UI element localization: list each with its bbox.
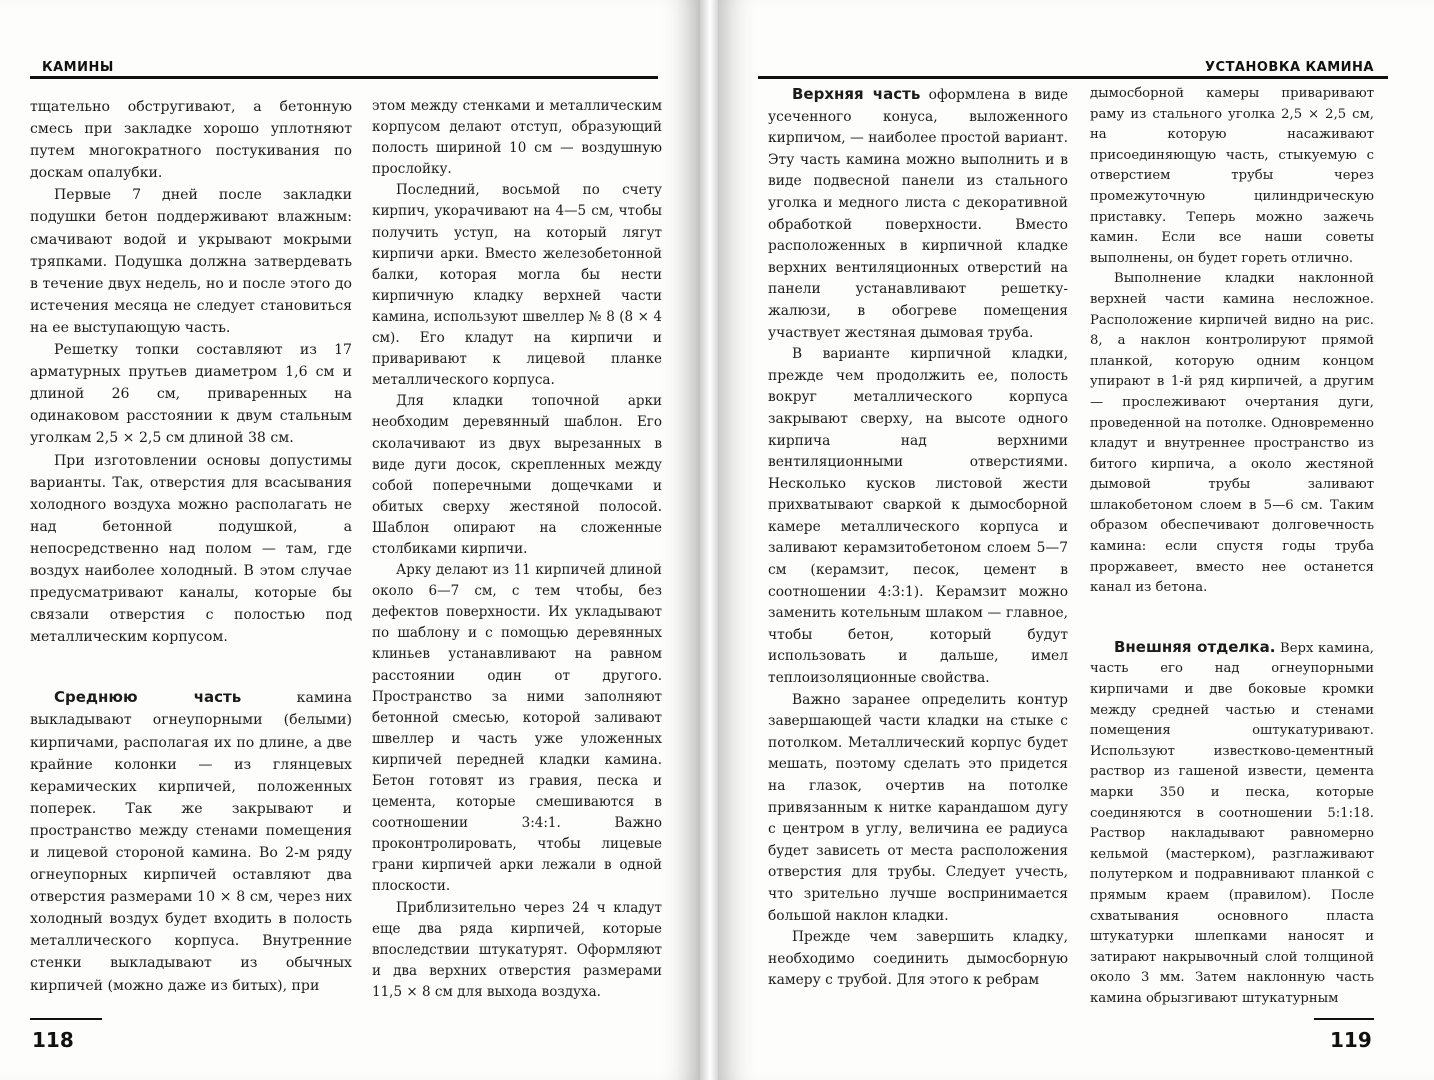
paragraph: тщательно обстругивают, а бетонную смесь при закладке хорошо уплотняют путем многократного постукивания по доскам опалубки. <box>30 99 352 182</box>
paragraph: Решетку топки составляют из 17 арматурных прутьев диаметром 1,6 см и длиной 26 см, приваренных на одинаковом расстоянии к двум стальным уголкам 2,5 × 2,5 см длиной 38 см. <box>30 342 352 447</box>
page-number-right: 119 <box>1330 1028 1372 1052</box>
right-page <box>718 0 1434 1080</box>
paragraph: Последний, восьмой по счету кирпич, укорачивают на 4—5 см, чтобы получить уступ, на который лягут кирпичи арки. Вместо железобетонной балки, которая могла бы нести кирпичную кладку верхней части камина, используют швеллер № 8 (8 × 4 см). Его кладут на кирпичи и приваривают к лицевой планке металлического корпуса. <box>372 182 662 389</box>
footer-rule-right <box>1314 1018 1374 1020</box>
lead-heading: Среднюю часть <box>54 688 242 707</box>
paragraph <box>768 84 1068 344</box>
left-column-2 <box>372 96 662 1003</box>
lead-heading: Верхняя часть <box>792 85 921 103</box>
paragraph: Для кладки топочной арки необходим деревянный шаблон. Его сколачивают из двух вырезанных в виде дуги досок, скрепленных между собой поперечными дощечками и обитых сверху жестяной полосой. Шаблон опирают на сложенные столбиками кирпичи. <box>372 393 662 557</box>
paragraph: При изготовлении основы допустимы варианты. Так, отверстия для всасывания холодного воздуха можно располагать не над бетонной подушкой, а непосредственно над полом — там, где воздух наиболее холодный. В этом случае предусматривают каналы, которые бы связали отверстия с полостью под металлическим корпусом. <box>30 452 352 646</box>
paragraph: Первые 7 дней после закладки подушки бетон поддерживают влажным: смачивают водой и укрывают мокрыми тряпками. Подушка должна затвердевать в течение двух недель, но и после этого до истечения месяца не следует становиться на ее выступающую часть. <box>30 187 352 336</box>
left-page <box>0 0 700 1080</box>
paragraph <box>1090 637 1374 1010</box>
left-column-1 <box>30 96 352 997</box>
paragraph: этом между стенками и металлическим корпусом делают отступ, образующий полость шириной 10 см — воздушную прослойку. <box>372 98 662 178</box>
footer-rule-left <box>30 1018 102 1020</box>
paragraph-text: камина выкладывают огнеупорными (белыми) кирпичами, располагая их по длине, а две крайние колонки — из глянцевых керамических кирпичей, положенных поперек. Так же закрывают и пространство между стенами помещения и лицевой стороной камина. Во 2-м ряду огнеупорных кирпичей оставляют два отверстия размерами 10 × 8 см, через них холодный воздух будет входить в полость металлического корпуса. Внутренние стенки выкладывают из обычных кирпичей (можно даже из битых), при <box>30 690 352 994</box>
paragraph-text: Верх камина, часть его над огнеупорными кирпичами и две боковые кромки между средней частью и стенами помещения оштукатуривают. Используют известково-цементный раствор из гашеной извести, цемента марки 350 и песка, которые соединяются в соотношении 5:1:18. Раствор накладывают равномерно кельмой (мастерком), разглаживают полутерком и подравнивают планкой с прямым краем (правилом). После схватывания основного пласта штукатурки шлепками наносят и затирают накрывочный слой толщиной около 3 мм. Затем наклонную часть камина обрызгивают штукатурным <box>1090 640 1374 1006</box>
right-column-1 <box>768 84 1068 992</box>
paragraph: Приблизительно через 24 ч кладут еще два ряда кирпичей, которые впоследствии штукатурят. Оформляют и два верхних отверстия размерами 11,5 × 8 см для выхода воздуха. <box>372 899 662 1000</box>
header-rule-left <box>30 76 658 79</box>
book-gutter <box>700 0 718 1080</box>
lead-heading: Внешняя отделка. <box>1114 637 1276 656</box>
running-header-left: КАМИНЫ <box>42 60 114 75</box>
paragraph <box>30 686 352 996</box>
running-header-right: УСТАНОВКА КАМИНА <box>1205 60 1374 75</box>
paragraph: Выполнение кладки наклонной верхней части камина несложное. Расположение кирпичей видно на рис. 8, а наклон контролируют прямой планкой, которую одним концом упирают в 1-й ряд кирпичей, а другим — прослеживают очертания дуги, проведенной на потолке. Одновременно кладут и внутреннее пространство из битого кирпича, а около жестяной дымовой трубы заливают шлакобетоном слоем в 5—6 см. Таким образом обеспечивают долговечность камина: если спустя годы труба проржавеет, вместо нее останется канал из бетона. <box>1090 271 1374 596</box>
right-column-2 <box>1090 84 1374 1010</box>
paragraph: дымосборной камеры приваривают раму из стального уголка 2,5 × 2,5 см, на которую насаживают присоединяющую часть, стыкуемую с отверстием трубы через промежуточную цилиндрическую приставку. Теперь можно зажечь камин. Если все наши советы выполнены, он будет гореть отлично. <box>1090 86 1374 266</box>
paragraph: Важно заранее определить контур завершающей части кладки на стыке с потолком. Металлический корпус будет мешать, поэтому сделать это придется на глазок, очертив на потолке привязанным к нитке карандашом дугу с центром в углу, величина ее радиуса будет зависеть от места расположения отверстия для трубы. Следует учесть, что зрительно лучше воспринимается большой наклон кладки. <box>768 691 1068 924</box>
header-rule-right <box>758 76 1388 79</box>
paragraph: Арку делают из 11 кирпичей длиной около 6—7 см, с тем чтобы, без дефектов поверхности. Их укладывают по шаблону и с помощью деревянных клиньев устанавливают на равном расстоянии один от другого. Пространство за ними заполняют бетонной смесью, которой заливают швеллер и часть уже уложенных кирпичей передней кладки камина. Бетон готовят из гравия, песка и цемента, которые смешиваются в соотношении 3:4:1. Важно проконтролировать, чтобы лицевые грани кирпичей арки лежали в одной плоскости. <box>372 562 662 895</box>
paragraph: В варианте кирпичной кладки, прежде чем продолжить ее, полость вокруг металлического корпуса закрывают сверху, на высоте одного кирпича над верхними вентиляционными отверстиями. Несколько кусков листовой жести прихватывают сваркой к дымосборной камере металлического корпуса и заливают керамзитобетоном слоем 5—7 см (керамзит, песок, цемент в соотношении 4:3:1). Керамзит можно заменить котельным шлаком — главное, чтобы бетон, который будут использовать и дальше, имел теплоизоляционные свойства. <box>768 346 1068 687</box>
paragraph-text: оформлена в виде усеченного конуса, выложенного кирпичом, — наиболее простой вариант. Эту часть камина можно выполнить и в виде подвесной панели из стального уголка и медного листа с декоративной обработкой поверхности. Вместо расположенных в кирпичной кладке верхних вентиляционных отверстий на панели устанавливают решетку-жалюзи, в обогреве помещения участвует жестяная дымовая труба. <box>768 87 1069 341</box>
paragraph: Прежде чем завершить кладку, необходимо соединить дымосборную камеру с трубой. Для этого к ребрам <box>768 929 1068 989</box>
page-number-left: 118 <box>32 1028 74 1052</box>
